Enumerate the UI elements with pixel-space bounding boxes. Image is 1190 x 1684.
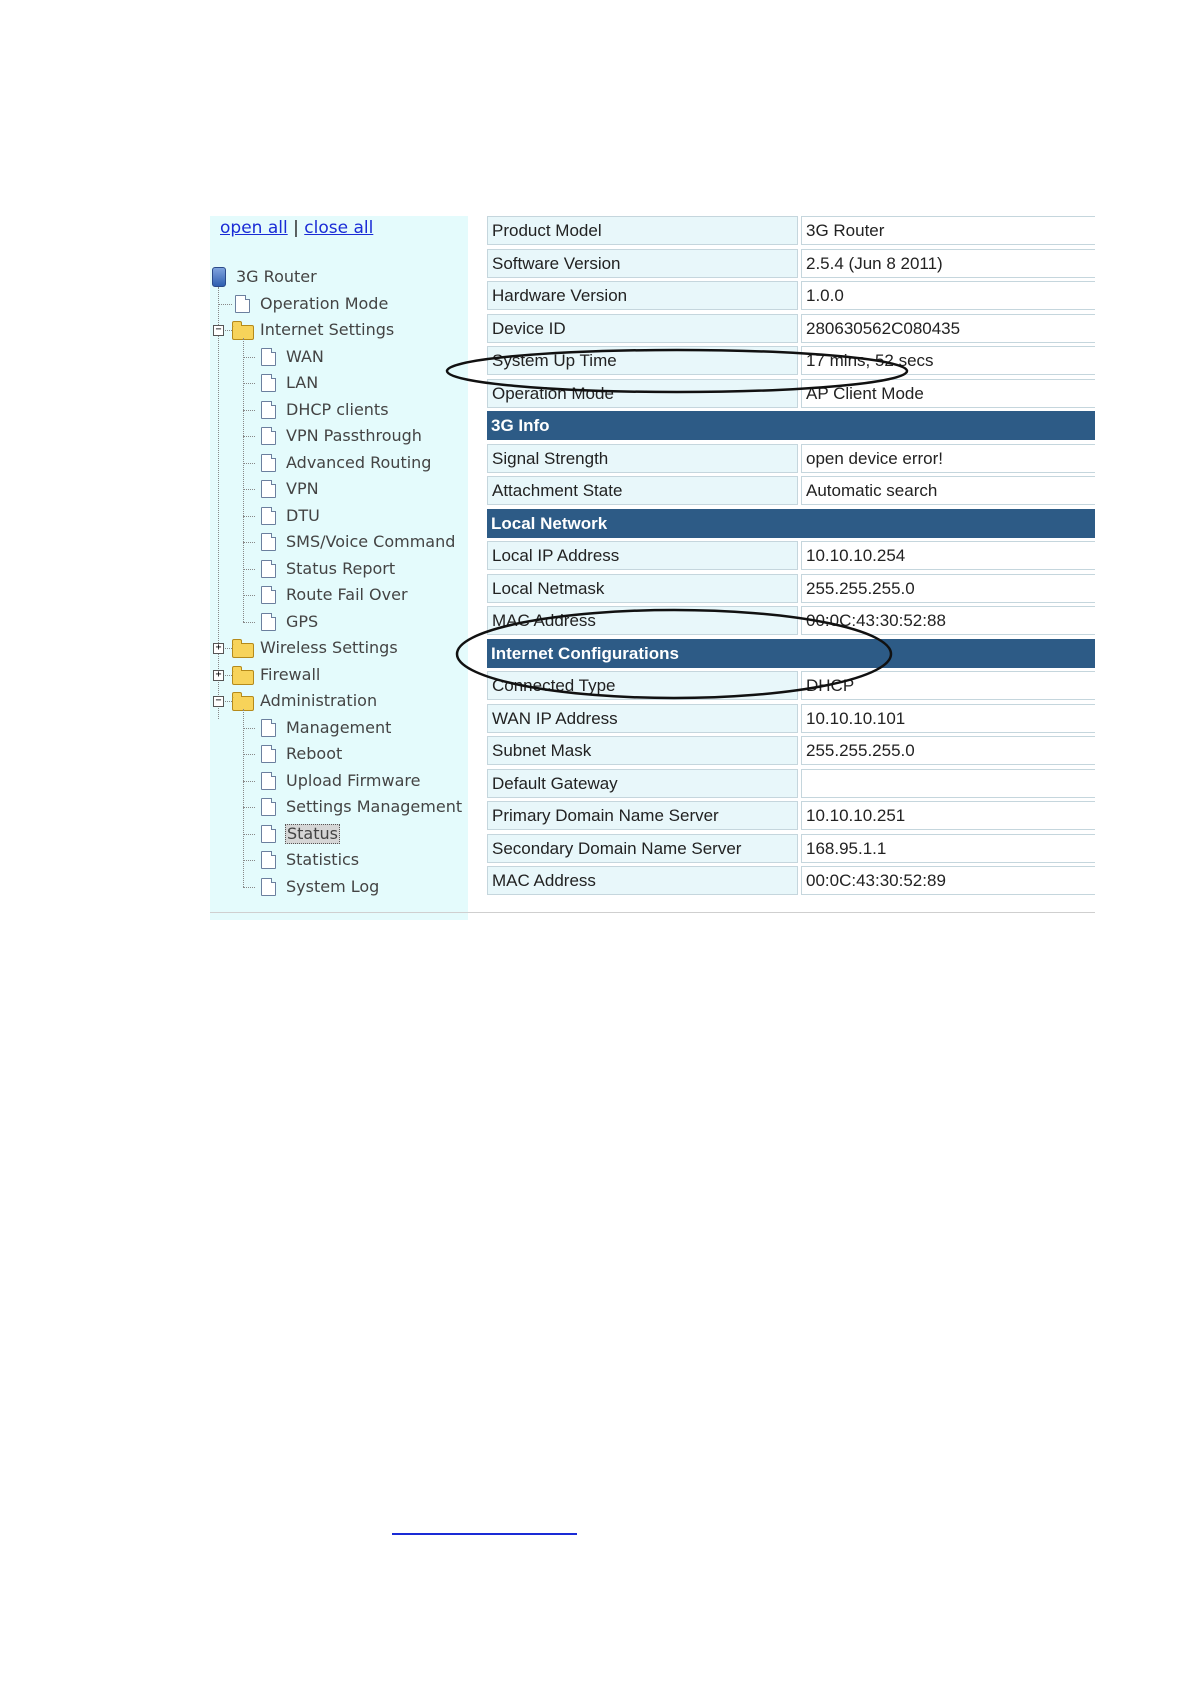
tree-line [243,781,255,782]
status-value: 168.95.1.1 [801,834,1095,863]
status-value: 255.255.255.0 [801,736,1095,765]
sidebar-item-wireless-settings[interactable] [210,636,468,660]
status-row [487,801,1095,830]
status-label: Default Gateway [487,769,798,798]
underline-link-fragment [392,1533,577,1535]
status-value: 00:0C:43:30:52:89 [801,866,1095,895]
tree-line [243,357,255,358]
sidebar-item-label: Status [287,823,338,843]
status-label: Operation Mode [487,379,798,408]
sidebar-item-vpn[interactable] [210,477,468,501]
status-row [487,769,1095,798]
tree-line [243,622,255,623]
content-bottom-border [210,912,1095,913]
page-icon [261,745,276,763]
sidebar-item-wan[interactable] [210,345,468,369]
status-row [487,249,1095,278]
sidebar-item-route-fail-over[interactable] [210,583,468,607]
sidebar-item-label: Firewall [260,664,321,684]
sidebar-item-label: Settings Management [286,797,463,816]
sidebar-item-label: Management [286,717,392,737]
status-row [487,671,1095,700]
tree-line [218,304,232,305]
close-all-link[interactable]: close all [304,218,374,238]
status-value: DHCP [801,671,1095,700]
status-row [487,444,1095,473]
status-row [487,866,1095,895]
status-value: open device error! [801,444,1095,473]
status-label: Hardware Version [487,281,798,310]
sidebar-item-label: Upload Firmware [286,770,421,790]
section-header-label: 3G Info [487,411,1095,440]
status-value: 280630562C080435 [801,314,1095,343]
tree-line [243,463,255,464]
sidebar-item-internet-settings[interactable] [210,318,468,342]
status-value: 10.10.10.254 [801,541,1095,570]
status-value: 00:0C:43:30:52:88 [801,606,1095,635]
status-label: Product Model [487,216,798,245]
tree-line [243,569,255,570]
status-label: Secondary Domain Name Server [487,834,798,863]
page-icon [235,295,250,313]
section-header [487,509,1095,538]
page-icon [261,560,276,578]
collapse-icon[interactable]: − [213,325,224,336]
status-label: Device ID [487,314,798,343]
status-row [487,541,1095,570]
page-icon [261,348,276,366]
sidebar-item-label: DHCP clients [286,399,389,419]
page-icon [261,798,276,816]
page-icon [261,454,276,472]
tree-line [243,728,255,729]
router-icon [212,267,226,287]
status-label: System Up Time [487,346,798,375]
sidebar-item-firewall[interactable] [210,663,468,687]
page-icon [261,427,276,445]
sidebar-item-label: Route Fail Over [286,585,408,604]
status-value: 2.5.4 (Jun 8 2011) [801,249,1095,278]
page-icon [261,533,276,551]
section-header [487,411,1095,440]
tree-line [243,834,255,835]
status-row [487,834,1095,863]
status-label: Attachment State [487,476,798,505]
folder-icon [232,670,254,685]
status-value: AP Client Mode [801,379,1095,408]
status-label: Local Netmask [487,574,798,603]
expand-icon[interactable]: + [213,670,224,681]
sidebar-item-label: Advanced Routing [286,452,432,472]
status-value: 17 mins, 52 secs [801,346,1095,375]
sidebar-item-vpn-passthrough[interactable] [210,424,468,448]
page-icon [261,772,276,790]
sidebar-item-operation-mode[interactable] [210,292,468,316]
sidebar-item-statistics[interactable] [210,848,468,872]
status-label: Subnet Mask [487,736,798,765]
tree-root-label: 3G Router [236,267,317,286]
sidebar-item-administration[interactable] [210,689,468,713]
sidebar-item-label: WAN [286,346,324,366]
sidebar-item-label: Reboot [286,744,343,763]
expand-icon[interactable]: + [213,643,224,654]
sidebar-item-label: Administration [260,691,378,710]
status-label: MAC Address [487,866,798,895]
status-row [487,379,1095,408]
sidebar-item-gps[interactable] [210,610,468,634]
sidebar-item-label: Statistics [286,850,360,869]
router-admin-screenshot [210,216,1095,920]
sidebar-item-dtu[interactable] [210,504,468,528]
tree-line [243,887,255,888]
tree-line [243,709,244,887]
open-close-links [220,218,373,238]
sidebar-item-lan[interactable] [210,371,468,395]
page-icon [261,719,276,737]
folder-icon [232,643,254,658]
sidebar-item-settings-management[interactable] [210,795,468,819]
page-icon [261,586,276,604]
status-value: 3G Router [801,216,1095,245]
tree-line [243,542,255,543]
tree-line [243,338,244,622]
sidebar-item-label: Operation Mode [260,293,389,313]
sidebar-item-reboot[interactable] [210,742,468,766]
status-value: Automatic search [801,476,1095,505]
status-value: 10.10.10.251 [801,801,1095,830]
status-row [487,281,1095,310]
sidebar-item-label: DTU [286,505,320,525]
page-icon [261,401,276,419]
sidebar-item-status[interactable] [210,822,468,846]
status-row [487,736,1095,765]
tree-line [243,754,255,755]
status-value: 255.255.255.0 [801,574,1095,603]
sidebar-item-label: Internet Settings [260,320,395,339]
sidebar-item-advanced-routing[interactable] [210,451,468,475]
sidebar-item-status-report[interactable] [210,557,468,581]
sidebar-item-label: GPS [286,611,319,631]
page-icon [261,374,276,392]
status-row [487,314,1095,343]
status-label: MAC Address [487,606,798,635]
tree-line [243,410,255,411]
status-row [487,606,1095,635]
open-all-link[interactable]: open all [220,218,288,238]
status-value: 1.0.0 [801,281,1095,310]
status-row [487,704,1095,733]
tree-line [243,807,255,808]
status-row [487,574,1095,603]
sidebar-item-sms-voice-command[interactable] [210,530,468,554]
sidebar-item-management[interactable] [210,716,468,740]
tree-root-3g-router[interactable] [210,265,318,289]
tree-line [243,436,255,437]
link-separator: | [293,218,299,238]
tree-line [243,489,255,490]
status-label: Connected Type [487,671,798,700]
sidebar-item-label: Wireless Settings [260,638,398,657]
page-icon [261,878,276,896]
status-label: WAN IP Address [487,704,798,733]
sidebar-tree [210,216,468,920]
tree-line [243,516,255,517]
page-icon [261,507,276,525]
status-label: Primary Domain Name Server [487,801,798,830]
status-label: Signal Strength [487,444,798,473]
sidebar-item-label: System Log [286,876,380,896]
sidebar-item-system-log[interactable] [210,875,468,899]
tree-line [243,860,255,861]
collapse-icon[interactable]: − [213,696,224,707]
page-icon [261,825,276,843]
sidebar-item-upload-firmware[interactable] [210,769,468,793]
sidebar-item-label: Status Report [286,558,396,578]
tree-line [243,595,255,596]
section-header-label: Internet Configurations [487,639,1095,668]
status-value [801,769,1095,798]
status-row [487,476,1095,505]
status-label: Local IP Address [487,541,798,570]
page-icon [261,613,276,631]
status-row [487,216,1095,245]
status-label: Software Version [487,249,798,278]
tree-line [243,383,255,384]
status-row [487,346,1095,375]
section-header-label: Local Network [487,509,1095,538]
sidebar-item-label: VPN Passthrough [286,426,422,445]
sidebar-item-label: SMS/Voice Command [286,532,456,551]
sidebar-item-label: LAN [286,373,319,392]
sidebar-item-dhcp-clients[interactable] [210,398,468,422]
page-icon [261,480,276,498]
section-header [487,639,1095,668]
page-icon [261,851,276,869]
sidebar-item-label: VPN [286,479,319,498]
status-value: 10.10.10.101 [801,704,1095,733]
